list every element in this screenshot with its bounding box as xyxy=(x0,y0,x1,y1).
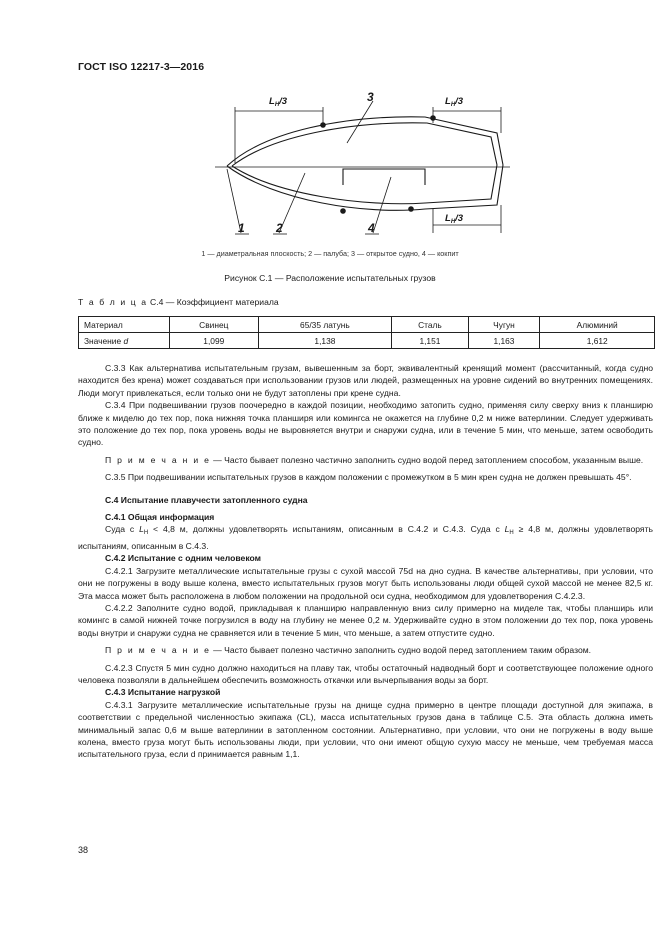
paragraph-c423: С.4.2.3 Спустя 5 мин судно должно находиться на плаву так, чтобы остаточный надводный борт и соответствующее положение одного человека позволяли в дальнейшем обеспечить возможность откачки или вычерпывания воды за борт. xyxy=(78,662,653,685)
paragraph-c33: С.3.3 Как альтернатива испытательным грузам, вывешенным за борт, эквивалентный кренящий момент (рассчитанный, когда судно находится без крена) может создаваться при использовании грузов или людей, размещенных на уровне сидений во внутренних помещениях. Люди могут привлекаться, если только они не будут затоплены при крене судна. xyxy=(78,363,653,398)
section-c43-title: С.4.3 Испытание нагрузкой xyxy=(105,687,221,698)
hull-inner-lower xyxy=(232,165,497,204)
load-point xyxy=(430,115,436,121)
table-header-cell: Чугун xyxy=(468,317,540,333)
cockpit-outline xyxy=(343,169,425,185)
standard-header: ГОСТ ISO 12217-3—2016 xyxy=(78,61,205,73)
table-row-label: Значение d xyxy=(79,333,170,349)
material-table xyxy=(78,316,655,349)
boat-diagram xyxy=(205,83,525,243)
table-header-cell: 65/35 латунь xyxy=(258,317,392,333)
callout-3: 3 xyxy=(367,90,374,104)
callout-4: 4 xyxy=(368,221,375,235)
section-c41-title: С.4.1 Общая информация xyxy=(105,512,215,523)
hull-inner-upper xyxy=(232,123,497,166)
note-paragraph-2: П р и м е ч а н и е — Часто бывает полезно частично заполнить судно водой перед затоплением таким образом. xyxy=(105,645,592,656)
table-header-cell: Алюминий xyxy=(540,317,655,333)
dim-label-right: $L_H/3$ xyxy=(445,96,464,108)
table-cell: 1,138 xyxy=(258,333,392,349)
callout-2: 2 xyxy=(276,221,283,235)
paragraph-c431: С.4.3.1 Загрузите металлические испытательные грузы на днище судна примерно в центре площади доступной для экипажа, в соответствии с предельной численностью экипажа (CL), масса испытательных грузов дана в таблице С.5. Эта область должна иметь минимальный запас 0,6 м выше ватерлинии в затопленном состоянии. Альтернативно, при условии, что они не погружены в воду выше колена, вместо груза могут быть использованы люди, при условии, что они имеют общую сухую массу не меньше, чем требуемая масса испытательного груза, если d принимается равным 1,1. xyxy=(78,699,653,760)
table-cell: 1,151 xyxy=(392,333,468,349)
dim-label-bottom: $L_H/3$ xyxy=(445,213,464,225)
figure-caption: Рисунок С.1 — Расположение испытательных грузов xyxy=(224,273,436,283)
paragraph-c41: Суда с $L_H < 4,8$ м, должны удовлетворять испытаниям, описанным в С.4.2 и С.4.3. Суда с $L_H \ge 4,8$ м, должны удовлетворять испытаниям, описанным в С.4.3. xyxy=(78,524,653,551)
load-point xyxy=(340,208,346,214)
note-paragraph-1: П р и м е ч а н и е — Часто бывает полезно частично заполнить судно водой перед затоплением способом, указанным выше. xyxy=(105,454,644,465)
table-row xyxy=(79,333,655,349)
table-header-cell: Сталь xyxy=(392,317,468,333)
table-header-row xyxy=(79,317,655,333)
section-c42-title: С.4.2 Испытание с одним человеком xyxy=(105,553,262,564)
table-header-cell: Свинец xyxy=(170,317,259,333)
section-c4-title: С.4 Испытание плавучести затопленного судна xyxy=(105,494,308,505)
page-number: 38 xyxy=(78,845,89,855)
load-point xyxy=(320,122,326,128)
table-cell: 1,163 xyxy=(468,333,540,349)
paragraph-c422: С.4.2.2 Заполните судно водой, прикладывая к планширю направленную вниз силу примерно на миделе так, чтобы планширь или комингс в самой нижней точке погрузился в воду на глубину не менее 0,2 м. Удерживайте судно в этом положении до тех пор, пока уровень воды внутри и снаружи судна не сравняется или в течение 5 мин, что меньше, а затем отпустите судно. xyxy=(78,602,653,638)
load-point xyxy=(408,206,414,212)
body-text xyxy=(78,362,653,761)
table-title: Т а б л и ц а С.4 — Коэффициент материала xyxy=(78,297,279,307)
hull-upper-outline xyxy=(227,117,503,166)
table-cell: 1,099 xyxy=(170,333,259,349)
paragraph-c421: С.4.2.1 Загрузите металлические испытательные грузы с сухой массой 75d на дно судна. В качестве альтернативы, при условии, что они не погружены в воду выше колена, вместо испытательных грузов могут быть использованы люди общей сухой массой не менее 82,5 кг. Эта масса может быть расположена в любом положении на продольной оси судна, необходимом для удовлетворения С.4.2.3. xyxy=(78,565,653,601)
paragraph-c35: С.3.5 При подвешивании испытательных грузов в каждом положении с промежутком в 5 мин крен судна не должен превышать 45°. xyxy=(105,472,632,483)
table-header-cell: Материал xyxy=(79,317,170,333)
table-cell: 1,612 xyxy=(540,333,655,349)
callout-1: 1 xyxy=(238,221,245,235)
paragraph-c34: С.3.4 При подвешивании грузов поочередно в каждой позиции, необходимо затопить судно, применяя силу сверху вниз к планширю ближе к миделю до тех пор, пока нижняя точка планширя или комингса не окажется на глубине 0,2 м ниже ватерлинии. Следует удерживать это положение до тех пор, пока уровень воды не выровняется внутри и снаружи судна, или в течение 5 мин, что меньше, затем освободить судно. xyxy=(78,400,653,448)
figure-legend: 1 — диаметральная плоскость; 2 — палуба; 3 — открытое судно, 4 — кокпит xyxy=(201,249,459,258)
dim-label-left: $L_H/3$ xyxy=(269,96,288,108)
hull-lower-outline xyxy=(227,165,503,210)
